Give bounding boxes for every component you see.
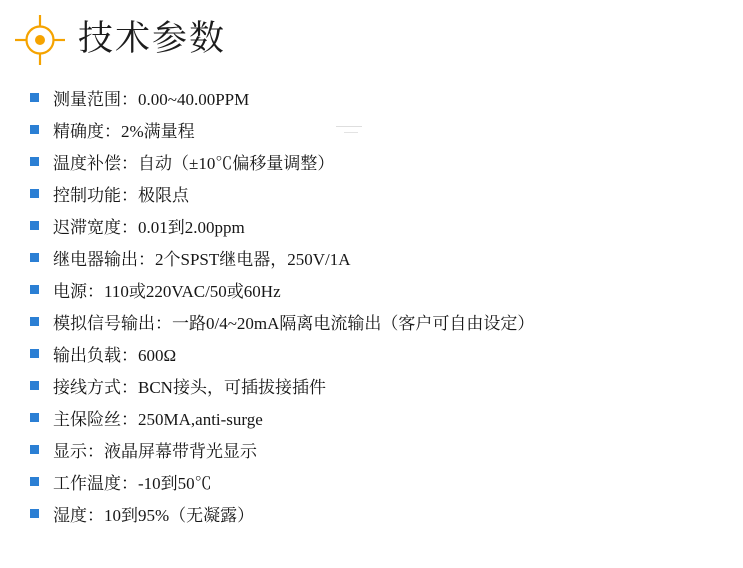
spec-text: 模拟信号输出：一路0/4~20mA隔离电流输出（客户可自由设定） xyxy=(53,314,535,333)
square-bullet-icon xyxy=(30,381,39,390)
square-bullet-icon xyxy=(30,189,39,198)
square-bullet-icon xyxy=(30,221,39,230)
list-item xyxy=(30,90,743,110)
list-item xyxy=(30,282,743,302)
list-item xyxy=(30,250,743,270)
spec-text: 输出负载：600Ω xyxy=(53,346,177,365)
list-item xyxy=(30,474,743,494)
square-bullet-icon xyxy=(30,317,39,326)
spec-text: 控制功能：极限点 xyxy=(53,186,189,205)
list-item xyxy=(30,346,743,366)
list-item xyxy=(30,186,743,206)
square-bullet-icon xyxy=(30,285,39,294)
square-bullet-icon xyxy=(30,157,39,166)
spec-text: 主保险丝：250MA,anti-surge xyxy=(53,410,263,429)
square-bullet-icon xyxy=(30,477,39,486)
spec-text: 工作温度：-10到50℃ xyxy=(53,474,212,493)
spec-text: 温度补偿：自动（±10℃偏移量调整） xyxy=(53,154,335,173)
square-bullet-icon xyxy=(30,253,39,262)
spec-text: 迟滞宽度：0.01到2.00ppm xyxy=(53,218,245,237)
spec-text: 测量范围：0.00~40.00PPM xyxy=(53,90,250,109)
list-item xyxy=(30,154,743,174)
spec-text: 显示：液晶屏幕带背光显示 xyxy=(53,442,257,461)
spec-text: 湿度：10到95%（无凝露） xyxy=(53,506,255,525)
list-item xyxy=(30,378,743,398)
spec-text: 电源：110或220VAC/50或60Hz xyxy=(53,282,281,301)
spec-text: 接线方式：BCN接头，可插拔接插件 xyxy=(53,378,326,397)
list-item xyxy=(30,122,743,142)
square-bullet-icon xyxy=(30,413,39,422)
list-item xyxy=(30,410,743,430)
list-item xyxy=(30,314,743,334)
square-bullet-icon xyxy=(30,445,39,454)
list-item xyxy=(30,506,743,526)
square-bullet-icon xyxy=(30,93,39,102)
scan-artifact-mark-2 xyxy=(344,132,358,141)
square-bullet-icon xyxy=(30,509,39,518)
page-title: 技术参数 xyxy=(78,18,227,58)
crosshair-target-icon xyxy=(14,14,66,66)
page-header xyxy=(0,0,743,66)
spec-text: 继电器输出：2个SPST继电器，250V/1A xyxy=(53,250,351,269)
square-bullet-icon xyxy=(30,125,39,134)
square-bullet-icon xyxy=(30,349,39,358)
list-item xyxy=(30,218,743,238)
spec-text: 精确度：2%满量程 xyxy=(53,122,195,141)
specification-list xyxy=(0,90,743,526)
list-item xyxy=(30,442,743,462)
